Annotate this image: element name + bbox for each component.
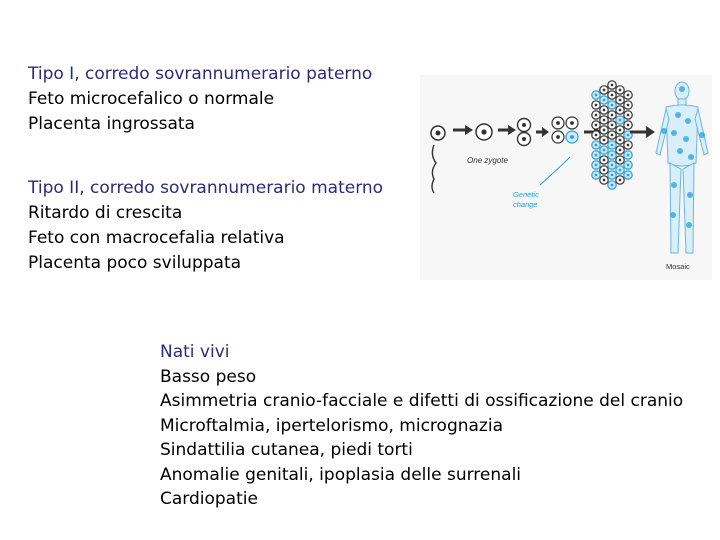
mosaic-spot [686, 222, 692, 228]
type-two-line: Feto con macrocefalia relativa [28, 228, 285, 248]
cluster-cell-nucleus [595, 164, 598, 167]
cluster-cell-nucleus [611, 124, 614, 127]
cluster-cell-nucleus [611, 154, 614, 157]
mosaic-spot [685, 118, 691, 124]
blastocyst-cluster [592, 81, 632, 189]
egg-nucleus [436, 131, 441, 136]
genetic-label-1: Genetic [513, 190, 539, 199]
live-births-line: Sindattilia cutanea, piedi torti [160, 440, 413, 460]
cluster-cell-nucleus [611, 94, 614, 97]
type-two-line: Ritardo di crescita [28, 203, 183, 223]
mosaic-spot [687, 192, 693, 198]
type-one-line: Feto microcefalico o normale [28, 89, 275, 109]
cluster-cell-nucleus [627, 94, 630, 97]
cluster-cell-nucleus [595, 174, 598, 177]
mosaic-spot [671, 182, 677, 188]
live-births-block [160, 340, 683, 512]
live-births-line: Asimmetria cranio-facciale e difetti di ossificazione del cranio [160, 391, 684, 411]
cluster-cell-nucleus [619, 99, 622, 102]
zygote-label: One zygote [467, 156, 508, 165]
four-stage-cell-nucleus [556, 135, 560, 139]
cluster-cell-nucleus [603, 179, 606, 182]
mosaic-spot [675, 112, 681, 118]
four-stage-cell-nucleus [570, 135, 574, 139]
cluster-cell-nucleus [627, 144, 630, 147]
cluster-cell-nucleus [619, 109, 622, 112]
cluster-cell-nucleus [603, 129, 606, 132]
cluster-cell-nucleus [611, 104, 614, 107]
cluster-cell-nucleus [603, 169, 606, 172]
zygote-nucleus [481, 129, 486, 134]
cluster-cell-nucleus [603, 149, 606, 152]
cluster-cell-nucleus [611, 114, 614, 117]
cluster-cell-nucleus [619, 159, 622, 162]
live-births-title: Nati vivi [160, 342, 230, 362]
cluster-cell-nucleus [611, 174, 614, 177]
mosaic-spot [677, 148, 683, 154]
cluster-cell-nucleus [627, 174, 630, 177]
cluster-cell-nucleus [619, 139, 622, 142]
mosaic-spot [683, 136, 689, 142]
cluster-cell-nucleus [603, 109, 606, 112]
cluster-cell-nucleus [595, 104, 598, 107]
mosaic-spot [688, 154, 694, 160]
live-births-line: Anomalie genitali, ipoplasia delle surrenali [160, 464, 522, 485]
cluster-cell-nucleus [611, 164, 614, 167]
cluster-cell-nucleus [595, 134, 598, 137]
type-one-line: Placenta ingrossata [28, 114, 195, 134]
cluster-cell-nucleus [611, 134, 614, 137]
cluster-cell-nucleus [619, 119, 622, 122]
cluster-cell-nucleus [603, 119, 606, 122]
type-two-line: Placenta poco sviluppata [28, 253, 242, 273]
mosaic-label: Mosaic [666, 262, 690, 271]
cluster-cell-nucleus [627, 154, 630, 157]
four-stage-cell-nucleus [570, 121, 574, 125]
mosaic-spot [661, 128, 667, 134]
cluster-cell-nucleus [627, 104, 630, 107]
cluster-cell-nucleus [595, 124, 598, 127]
mosaicism-figure [420, 75, 712, 280]
type-one-heading: Tipo I, corredo sovrannumerario paterno [28, 64, 373, 84]
type-one-block [28, 62, 372, 137]
cluster-cell-nucleus [611, 84, 614, 87]
cluster-cell-nucleus [603, 139, 606, 142]
cluster-cell-nucleus [627, 164, 630, 167]
cluster-cell-nucleus [619, 129, 622, 132]
mosaic-spot [670, 212, 676, 218]
cluster-cell-nucleus [619, 149, 622, 152]
cluster-cell-nucleus [627, 134, 630, 137]
cluster-cell-nucleus [595, 94, 598, 97]
mosaic-spot [671, 130, 677, 136]
cluster-cell-nucleus [619, 169, 622, 172]
cluster-cell-nucleus [611, 184, 614, 187]
cluster-cell-nucleus [595, 114, 598, 117]
cluster-cell-nucleus [603, 159, 606, 162]
cluster-cell-nucleus [627, 124, 630, 127]
live-births-line: Microftalmia, ipertelorismo, micrognazia [160, 415, 503, 436]
cluster-cell-nucleus [595, 144, 598, 147]
two-cell-a-nucleus [522, 123, 526, 127]
figure-neck [678, 99, 686, 105]
type-two-block [28, 176, 383, 276]
cluster-cell-nucleus [619, 89, 622, 92]
four-stage-cell-nucleus [556, 121, 560, 125]
mosaic-spot [699, 132, 705, 138]
cluster-cell-nucleus [595, 154, 598, 157]
mosaicism-diagram [420, 75, 712, 280]
cluster-cell-nucleus [611, 144, 614, 147]
cluster-cell-nucleus [603, 99, 606, 102]
type-two-heading: Tipo II, corredo sovrannumerario materno [28, 178, 384, 198]
cluster-cell-nucleus [627, 114, 630, 117]
genetic-label-2: change [513, 200, 538, 209]
two-cell-b-nucleus [522, 137, 526, 141]
live-births-line: Basso peso [160, 366, 257, 387]
figure-background [420, 75, 712, 280]
cluster-cell-nucleus [619, 179, 622, 182]
mosaic-spot [679, 86, 685, 92]
cluster-cell-nucleus [603, 89, 606, 92]
live-births-line: Cardiopatie [160, 489, 258, 509]
